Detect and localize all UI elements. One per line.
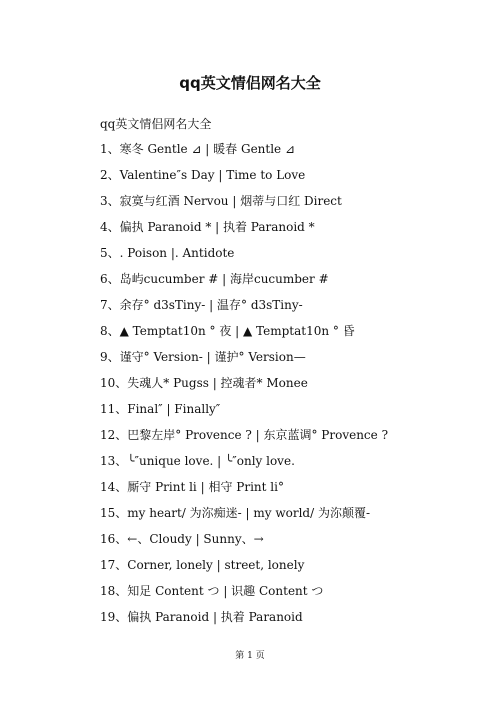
list-item: 10、失魂人* Pugss | 控魂者* Monee [100, 376, 308, 390]
list-item: 4、偏执 Paranoid * | 执着 Paranoid * [100, 220, 315, 234]
list-item: 17、Corner, lonely | street, lonely [100, 558, 305, 572]
list-item: 14、厮守 Print li | 相守 Print li° [100, 480, 284, 494]
page-title: qq英文情侣网名大全 [179, 74, 321, 92]
list-item: 12、巴黎左岸° Provence ? | 东京蓝调° Provence ? [100, 428, 389, 442]
list-item: 5、. Poison |. Antidote [100, 246, 235, 260]
list-item: 7、余存° d3sTiny- | 温存° d3sTiny- [100, 298, 303, 312]
list-item: 18、知足 Content つ | 识趣 Content つ [100, 584, 324, 598]
list-item: 13、╰″unique love. | ╰″only love. [100, 454, 295, 468]
page-number: 第 1 页 [235, 651, 265, 661]
list-item: 16、←、Cloudy | Sunny、→ [100, 532, 264, 546]
nickname-list [100, 141, 495, 635]
list-item: 11、Final″ | Finally″ [100, 402, 221, 416]
list-item: 1、寒冬 Gentle ⊿ | 暖春 Gentle ⊿ [100, 142, 296, 156]
list-item: 6、岛屿cucumber # | 海岸cucumber # [100, 272, 329, 286]
list-item: 8、▲ Temptat10n ° 夜 | ▲ Temptat10n ° 昏 [100, 324, 355, 338]
list-item: 19、偏执 Paranoid | 执着 Paranoid [100, 610, 303, 624]
list-item: 3、寂寞与红酒 Nervou | 烟蒂与口红 Direct [100, 194, 342, 208]
section-heading: qq英文情侣网名大全 [100, 117, 212, 131]
list-item: 15、my heart/ 为沵痴迷- | my world/ 为沵颠覆- [100, 506, 371, 520]
list-item: 2、Valentine″s Day | Time to Love [100, 168, 306, 182]
list-item: 9、谨守° Version- | 谨护° Version— [100, 350, 306, 364]
